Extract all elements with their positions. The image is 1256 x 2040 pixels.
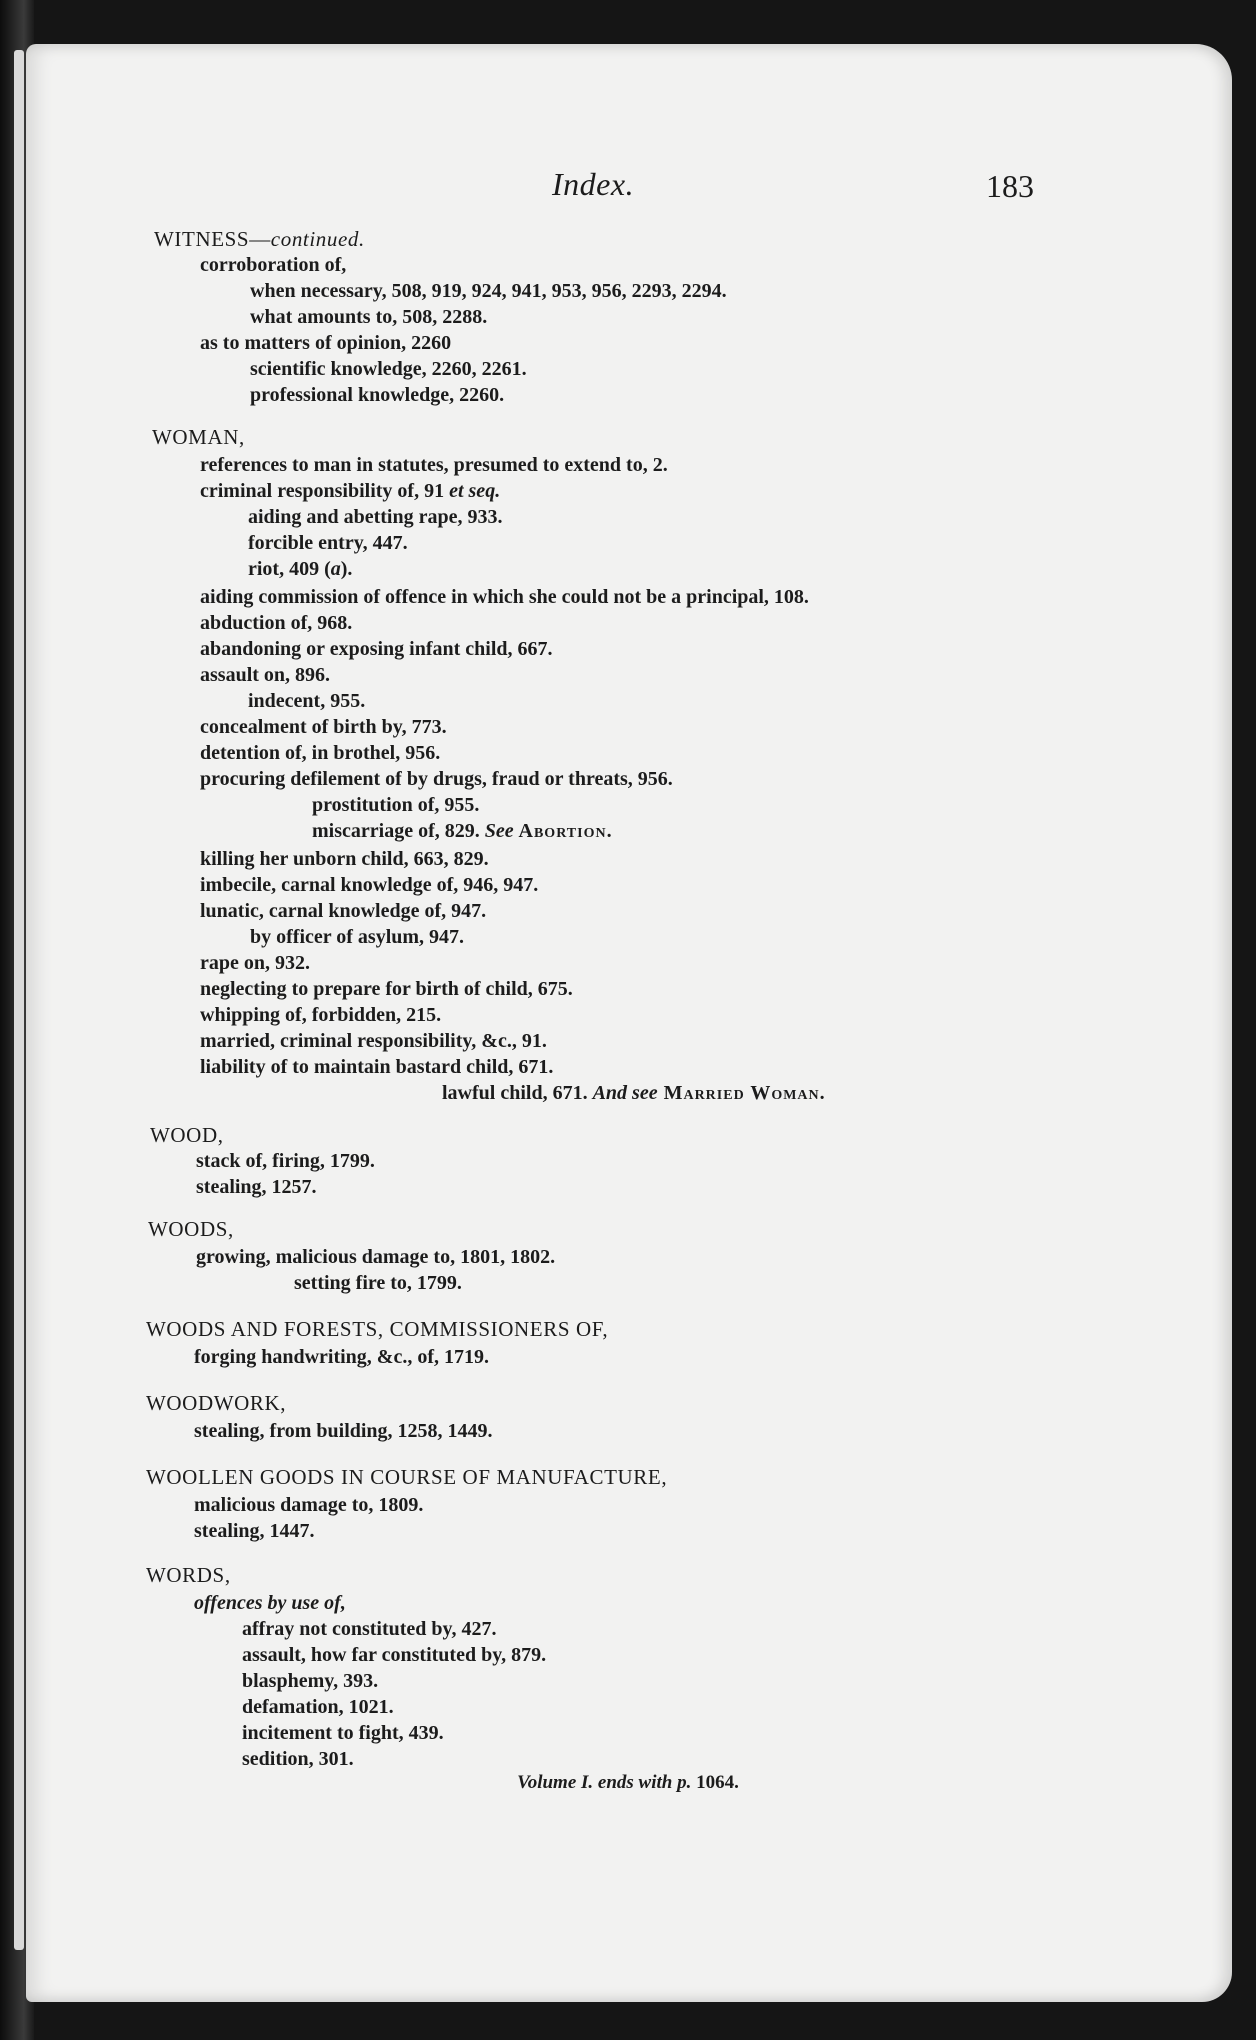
entry-text: WOODWORK, <box>146 1391 287 1415</box>
index-subentry <box>442 1080 826 1106</box>
entry-text: stealing, 1447. <box>194 1520 315 1542</box>
entry-text: affray not constituted by, 427. <box>242 1618 497 1640</box>
index-subentry <box>200 478 500 504</box>
entry-text: assault, how far constituted by, 879. <box>242 1644 547 1666</box>
entry-text: miscarriage of, 829. <box>312 820 485 842</box>
entry-text: as to matters of opinion, 2260 <box>200 332 452 354</box>
entry-text: abduction of, 968. <box>200 612 353 634</box>
index-subentry <box>250 278 727 304</box>
index-subentry <box>250 924 464 950</box>
entry-text: Married Woman. <box>657 1082 826 1104</box>
entry-text: WITNESS— <box>154 227 271 251</box>
entry-text: imbecile, carnal knowledge of, 946, 947. <box>200 874 539 896</box>
entry-text: stealing, from building, 1258, 1449. <box>194 1420 493 1442</box>
entry-text: assault on, 896. <box>200 664 331 686</box>
index-subentry <box>196 1148 375 1174</box>
index-subentry <box>194 1590 346 1616</box>
entry-text: a <box>330 558 341 580</box>
index-subentry <box>200 1002 441 1028</box>
index-subentry <box>248 688 365 714</box>
entry-text: See <box>484 820 514 842</box>
index-subentry <box>200 976 573 1002</box>
index-subentry <box>200 740 440 766</box>
volume-note <box>0 1772 1256 1794</box>
running-title: Index. <box>552 166 635 202</box>
index-subentry <box>250 382 504 408</box>
entry-text: forcible entry, 447. <box>248 532 408 554</box>
index-heading <box>150 1122 224 1148</box>
entry-text: incitement to fight, 439. <box>242 1722 444 1744</box>
index-heading <box>146 1390 286 1416</box>
entry-text: malicious damage to, 1809. <box>194 1494 424 1516</box>
index-subentry <box>242 1616 496 1642</box>
index-subentry <box>200 330 451 356</box>
entry-text: procuring defilement of by drugs, fraud or threats, 956. <box>200 768 673 790</box>
volume-note-text: Volume I. ends with p. <box>517 1772 692 1793</box>
index-subentry <box>200 610 352 636</box>
volume-note-page: 1064. <box>696 1772 739 1793</box>
index-subentry <box>194 1492 423 1518</box>
index-subentry <box>312 792 479 818</box>
index-heading <box>146 1464 667 1490</box>
entry-text: defamation, 1021. <box>242 1696 394 1718</box>
entry-text: corroboration of, <box>200 254 347 276</box>
index-subentry <box>294 1270 462 1296</box>
index-subentry <box>200 950 310 976</box>
entry-text: growing, malicious damage to, 1801, 1802. <box>196 1246 556 1268</box>
entry-text: ). <box>340 558 353 580</box>
entry-text: killing her unborn child, 663, 829. <box>200 848 489 870</box>
entry-text: WOODS, <box>148 1217 234 1241</box>
entry-text: WOOD, <box>150 1123 224 1147</box>
entry-text: WORDS, <box>146 1563 231 1587</box>
index-subentry <box>196 1174 317 1200</box>
entry-text: WOODS AND FORESTS, COMMISSIONERS OF, <box>146 1317 609 1341</box>
index-subentry <box>200 766 673 792</box>
index-subentry <box>250 304 487 330</box>
entry-text: et seq. <box>449 480 501 502</box>
entry-text: Abortion. <box>513 820 613 842</box>
index-subentry <box>200 1054 553 1080</box>
index-subentry <box>194 1344 489 1370</box>
entry-text: what amounts to, 508, 2288. <box>250 306 488 328</box>
entry-text: lawful child, 671. <box>442 1082 593 1104</box>
index-subentry <box>194 1418 493 1444</box>
index-subentry <box>200 252 346 278</box>
entry-text: WOMAN, <box>152 425 245 449</box>
index-subentry <box>242 1720 444 1746</box>
entry-text: references to man in statutes, presumed to extend to, 2. <box>200 454 668 476</box>
index-subentry <box>248 556 352 582</box>
entry-text: married, criminal responsibility, &c., 91. <box>200 1030 547 1052</box>
entry-text: prostitution of, 955. <box>312 794 480 816</box>
entry-text: aiding commission of offence in which she could not be a principal, 108. <box>200 586 809 608</box>
entry-text: neglecting to prepare for birth of child, 675. <box>200 978 573 1000</box>
entry-text: when necessary, 508, 919, 924, 941, 953, 956, 2293, 2294. <box>250 280 727 302</box>
index-subentry <box>242 1642 546 1668</box>
page-number: 183 <box>986 168 1034 204</box>
entry-text: concealment of birth by, 773. <box>200 716 447 738</box>
index-subentry <box>312 818 613 844</box>
entry-text: continued. <box>270 227 365 251</box>
index-subentry <box>200 846 489 872</box>
index-subentry <box>242 1746 354 1772</box>
index-subentry <box>242 1694 394 1720</box>
entry-text: forging handwriting, &c., of, 1719. <box>194 1346 489 1368</box>
entry-text: rape on, 932. <box>200 952 310 974</box>
entry-text: scientific knowledge, 2260, 2261. <box>250 358 527 380</box>
index-subentry <box>248 504 502 530</box>
index-subentry <box>200 872 538 898</box>
entry-text: professional knowledge, 2260. <box>250 384 505 406</box>
entry-text: aiding and abetting rape, 933. <box>248 506 503 528</box>
entry-text: indecent, 955. <box>248 690 366 712</box>
index-heading <box>146 1316 608 1342</box>
entry-text: riot, 409 ( <box>248 558 331 580</box>
index-subentry <box>200 584 809 610</box>
entry-text: blasphemy, 393. <box>242 1670 379 1692</box>
index-subentry <box>200 714 447 740</box>
index-subentry <box>200 1028 547 1054</box>
entry-text: offences by use of, <box>194 1592 346 1614</box>
index-subentry <box>248 530 408 556</box>
index-subentry <box>194 1518 315 1544</box>
entry-text: sedition, 301. <box>242 1748 354 1770</box>
index-heading <box>152 424 245 450</box>
entry-text: by officer of asylum, 947. <box>250 926 465 948</box>
entry-text: stack of, firing, 1799. <box>196 1150 375 1172</box>
index-heading <box>154 226 365 252</box>
index-subentry <box>242 1668 378 1694</box>
entry-text: WOOLLEN GOODS IN COURSE OF MANUFACTURE, <box>146 1465 668 1489</box>
entry-text: stealing, 1257. <box>196 1176 317 1198</box>
index-subentry <box>250 356 527 382</box>
entry-text: setting fire to, 1799. <box>294 1272 462 1294</box>
entry-text: abandoning or exposing infant child, 667. <box>200 638 553 660</box>
index-subentry <box>200 636 553 662</box>
index-subentry <box>196 1244 555 1270</box>
index-subentry <box>200 898 486 924</box>
index-heading <box>146 1562 231 1588</box>
index-subentry <box>200 452 668 478</box>
entry-text: detention of, in brothel, 956. <box>200 742 441 764</box>
page-header <box>0 166 1256 216</box>
index-subentry <box>200 662 330 688</box>
entry-text: liability of to maintain bastard child, 671. <box>200 1056 554 1078</box>
adjacent-page-edge <box>14 50 24 1950</box>
entry-text: whipping of, forbidden, 215. <box>200 1004 442 1026</box>
index-heading <box>148 1216 234 1242</box>
entry-text: criminal responsibility of, 91 <box>200 480 450 502</box>
entry-text: lunatic, carnal knowledge of, 947. <box>200 900 487 922</box>
entry-text: And see <box>592 1082 658 1104</box>
